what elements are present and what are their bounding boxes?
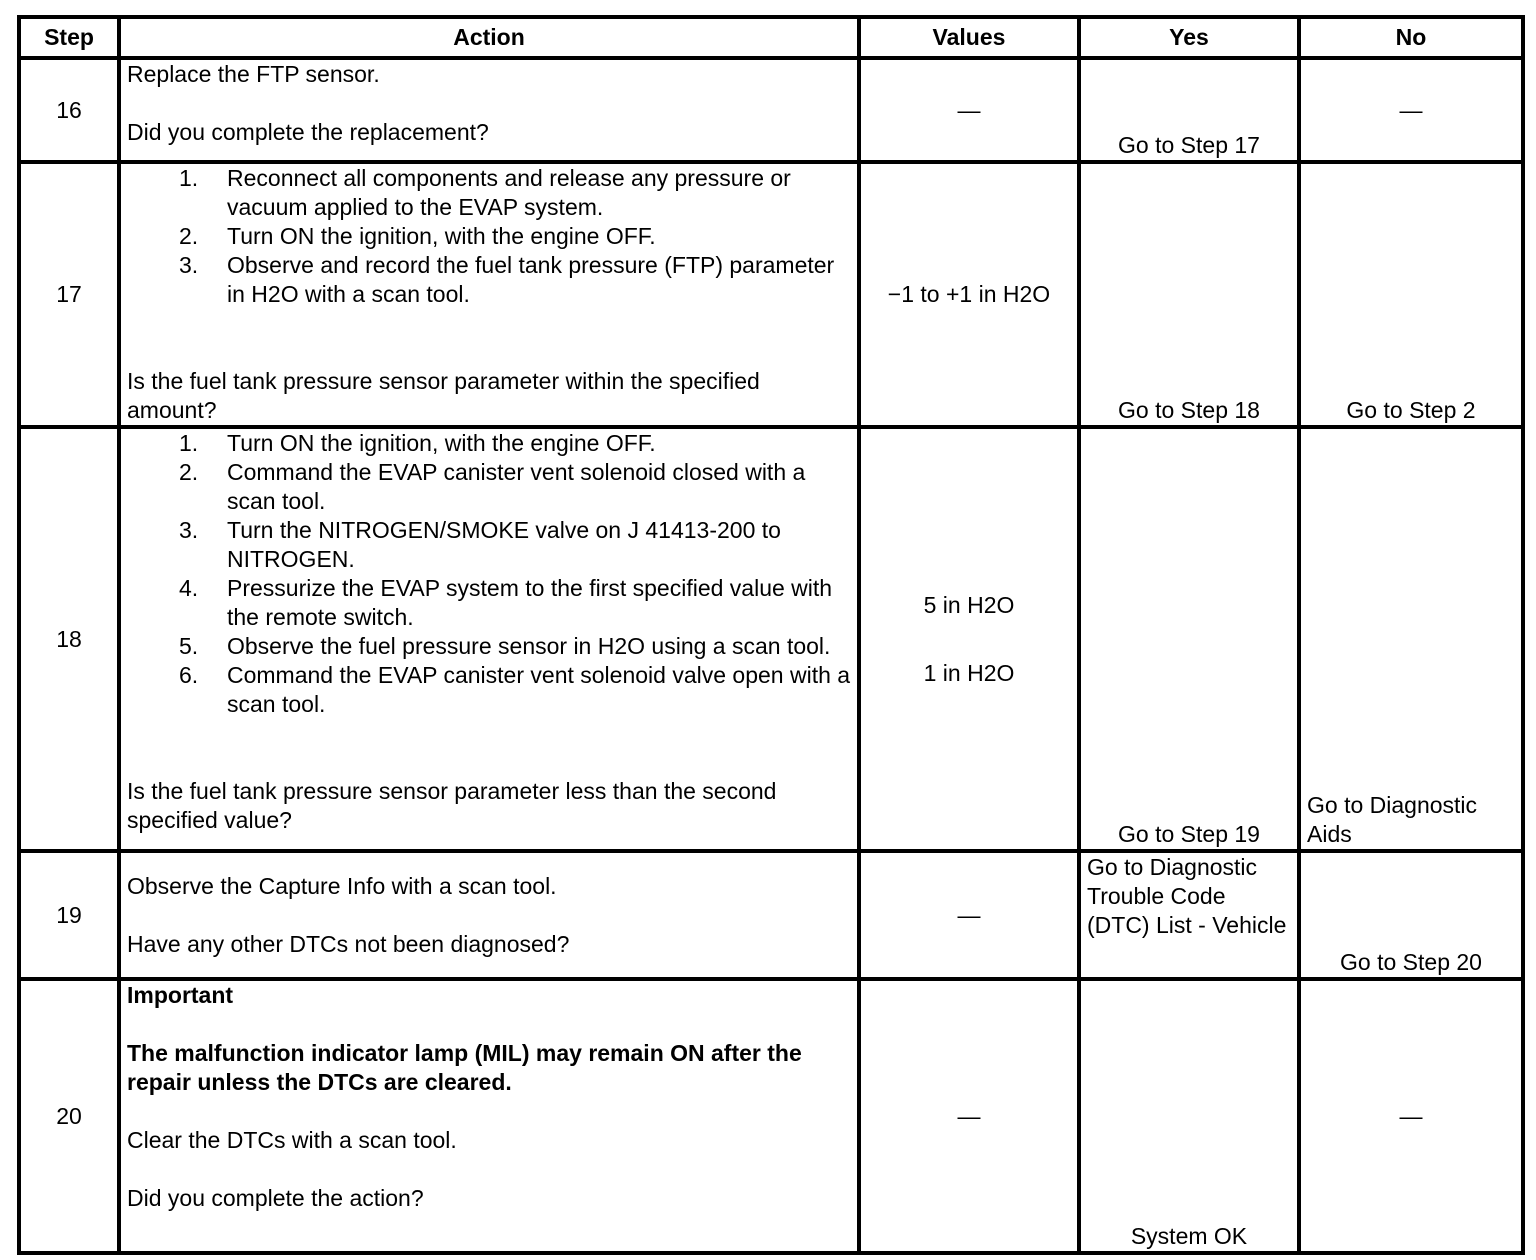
values-cell: — <box>859 979 1079 1253</box>
values-cell: — <box>859 58 1079 162</box>
step-number: 17 <box>19 162 119 427</box>
step-number: 18 <box>19 427 119 851</box>
header-row <box>19 17 1523 58</box>
values-cell: −1 to +1 in H2O <box>859 162 1079 427</box>
no-cell: — <box>1299 979 1523 1253</box>
list-item: 2. Turn ON the ignition, with the engine OFF. <box>179 223 656 249</box>
table-row <box>19 427 1523 851</box>
yes-cell: Go to Step 18 <box>1079 162 1299 427</box>
list-item: 3. Turn the NITROGEN/SMOKE valve on J 41413-200 to NITROGEN. <box>179 517 781 572</box>
no-cell: Go to Diagnostic Aids <box>1299 427 1523 851</box>
action-question: Did you complete the action? <box>127 1185 424 1211</box>
list-item: 4. Pressurize the EVAP system to the first specified value with the remote switch. <box>179 575 833 630</box>
list-item: 2. Command the EVAP canister vent solenoid closed with a scan tool. <box>179 459 806 514</box>
action-instruction: Replace the FTP sensor. <box>127 61 380 87</box>
yes-cell: Go to Step 19 <box>1079 427 1299 851</box>
list-item: 3. Observe and record the fuel tank pressure (FTP) parameter in H2O with a scan tool. <box>179 252 835 307</box>
yes-cell: System OK <box>1079 979 1299 1253</box>
action-question: Is the fuel tank pressure sensor parameter within the specified amount? <box>127 368 760 423</box>
second-specified-value: 1 in H2O <box>923 659 1015 686</box>
table-row <box>19 851 1523 979</box>
action-question: Did you complete the replacement? <box>127 119 489 145</box>
action-instruction: Clear the DTCs with a scan tool. <box>127 1127 457 1153</box>
action-cell <box>119 427 859 851</box>
important-label: Important <box>127 982 234 1008</box>
table-row <box>19 979 1523 1253</box>
values-cell <box>859 427 1079 851</box>
list-item: 6. Command the EVAP canister vent solenoid valve open with a scan tool. <box>179 662 851 717</box>
action-instruction: Observe the Capture Info with a scan tool. <box>127 872 557 899</box>
important-text: The malfunction indicator lamp (MIL) may remain ON after the repair unless the DTCs are cleared. <box>127 1040 802 1095</box>
step-number: 19 <box>19 851 119 979</box>
header-action: Action <box>119 17 859 58</box>
action-question: Have any other DTCs not been diagnosed? <box>127 930 570 957</box>
no-cell: Go to Step 20 <box>1299 851 1523 979</box>
step-number: 20 <box>19 979 119 1253</box>
first-specified-value: 5 in H2O <box>923 591 1015 618</box>
yes-cell: Go to Step 17 <box>1079 58 1299 162</box>
no-cell: Go to Step 2 <box>1299 162 1523 427</box>
action-cell <box>119 851 859 979</box>
step-number: 16 <box>19 58 119 162</box>
diagnostic-table <box>17 15 1525 1255</box>
header-no: No <box>1299 17 1523 58</box>
action-question: Is the fuel tank pressure sensor parameter less than the second specified value? <box>127 778 777 833</box>
procedure-list <box>127 164 851 309</box>
list-item: 1. Reconnect all components and release any pressure or vacuum applied to the EVAP system. <box>179 165 791 220</box>
table-row <box>19 162 1523 427</box>
values-cell: — <box>859 851 1079 979</box>
no-cell: — <box>1299 58 1523 162</box>
list-item: 5. Observe the fuel pressure sensor in H2O using a scan tool. <box>179 633 831 659</box>
yes-cell: Go to Diagnostic Trouble Code (DTC) List - Vehicle <box>1079 851 1299 979</box>
procedure-list <box>127 429 851 719</box>
list-item: 1. Turn ON the ignition, with the engine OFF. <box>179 430 656 456</box>
header-values: Values <box>859 17 1079 58</box>
table-row <box>19 58 1523 162</box>
header-yes: Yes <box>1079 17 1299 58</box>
action-cell <box>119 162 859 427</box>
header-step: Step <box>19 17 119 58</box>
action-cell <box>119 58 859 162</box>
action-cell <box>119 979 859 1253</box>
